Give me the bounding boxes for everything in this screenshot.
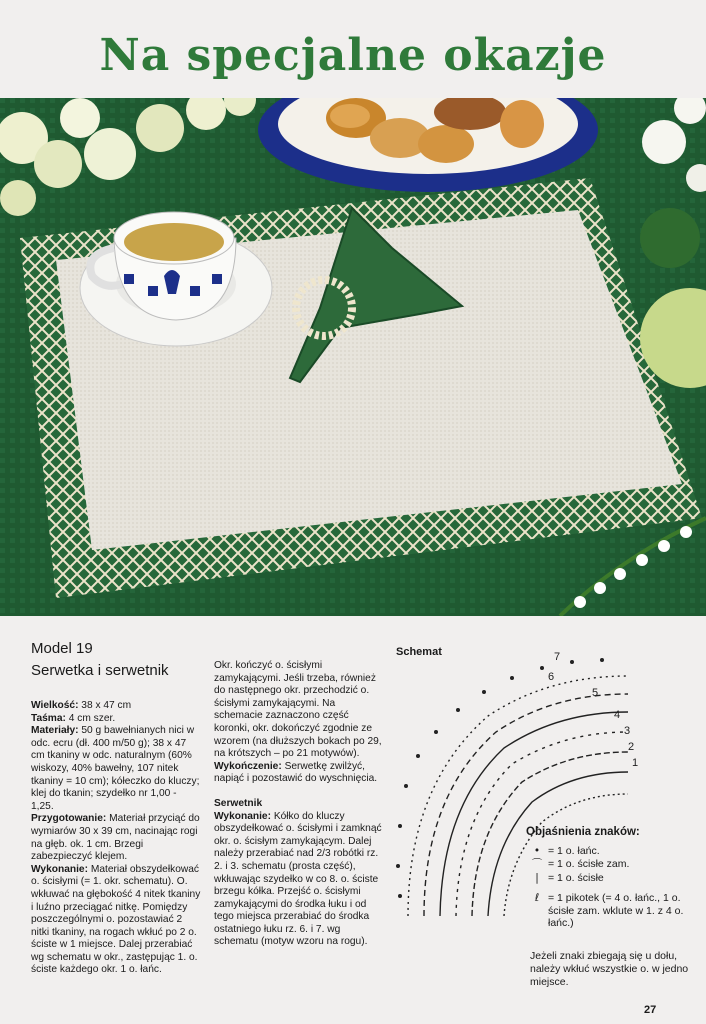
article-column-1 — [31, 640, 201, 977]
legend — [526, 826, 696, 931]
slip-stitch-icon: ⌒ — [531, 858, 543, 870]
row-number-5: 5 — [592, 687, 599, 699]
legend-row: ⌒ = 1 o. ścisłe zam. — [526, 858, 696, 871]
legend-row: ℓ = 1 pikotek (= 4 o. łańc., 1 o. ścisłe zam. wklute w 1. z 4 o. łańc.) — [526, 892, 696, 930]
spec-preparation: Przygotowanie: Materiał przyciąć do wymiarów 30 x 39 cm, nacinając rogi na głęb. ok. 1 cm. Brzegi zabezpieczyć klejem. — [31, 813, 200, 863]
legend-title: Objaśnienia znaków: — [526, 826, 640, 838]
single-crochet-icon: | — [535, 871, 539, 884]
spec-size: Wielkość: 38 x 47 cm — [31, 700, 132, 711]
finishing-text: Wykończenie: Serwetkę zwilżyć, napiąć i pozostawić do wyschnięcia. — [214, 760, 378, 785]
chain-stitch-icon: • — [533, 844, 541, 857]
picot-icon: ℓ — [534, 892, 540, 904]
spec-tape: Taśma: 4 cm szer. — [31, 712, 116, 724]
spec-execution: Wykonanie: Materiał obszydełkować o. ścisłymi (= 1. okr. schematu). O. wkłuwać na głębokość 4 nitek tkaniny i luźno przeciągać nitkę. Pomiędzy poszczególnymi o. pozostawiać 2 nitki tkaniny, na rogach wkłuć po 2 o. ściste w 1 miejsce. Dalej przerabiać wg schematu w okr., zastępując 1. o. ściste każdego okr. 1 o. łańc. — [31, 863, 201, 976]
napkin-ring-text: Wykonanie: Kółko do kluczy obszydełkować o. ścisłymi i zamknąć okr. o. ścisłym zamykającym. Dalej należy przerabiać nad 2/3 robótki rz. 2. i 3. schematu (prosta część), wkłuwając szydełko w co 8. o. ściste brzegu kółka. Przejść o. ścisłymi zamykającymi do środka łuku i od tego miejsca przerabiać do środka ostatniego łuku rz. 6. i 7. wg schematu (motyw wzoru na rogu). — [214, 810, 382, 948]
article-column-2 — [214, 660, 384, 949]
row-number-7: 7 — [554, 651, 561, 663]
row-number-1: 1 — [632, 757, 639, 769]
napkin-ring-heading: Serwetnik — [214, 797, 263, 809]
model-number: Model 19 — [31, 640, 93, 657]
spec-materials: Materiały: 50 g bawełnianych nici w odc. ecru (dł. 400 m/50 g); 38 x 47 cm tkaniny w odc. naturalnym (60% wiskozy, 40% bawełny, 107 nitek tkaniny = 10 cm); kółeczko do kluczy; klej do tkanin; szydełko nr 1,00 - 1,25. — [31, 725, 200, 812]
page-number: 27 — [644, 1004, 657, 1016]
row-number-2: 2 — [628, 741, 635, 753]
row-number-4: 4 — [614, 709, 621, 721]
legend-row: | = 1 o. ścisłe — [526, 872, 696, 885]
row-number-3: 3 — [624, 725, 631, 737]
legend-row: • = 1 o. łańc. — [526, 845, 696, 858]
rounds-text: Okr. kończyć o. ścisłymi zamykającymi. Jeśli trzeba, również do następnego okr. przechodzić o. ścisłymi zamykającymi. Na schemacie zaznaczono część koronki, okr. dokończyć zgodnie ze wzorem (na dłuższych bokach po 29, na krótszych – po 21 motywów). — [214, 660, 382, 760]
row-number-6: 6 — [548, 671, 555, 683]
schematic-label: Schemat — [396, 646, 442, 658]
placemat-photo — [0, 98, 706, 616]
article-subtitle: Serwetka i serwetnik — [31, 662, 169, 679]
page-title: Na specjalne okazje — [99, 30, 607, 81]
legend-note: Jeżeli znaki zbiegają się u dołu, należy wkłuć wszystkie o. w jedno miejsce. — [530, 950, 689, 988]
